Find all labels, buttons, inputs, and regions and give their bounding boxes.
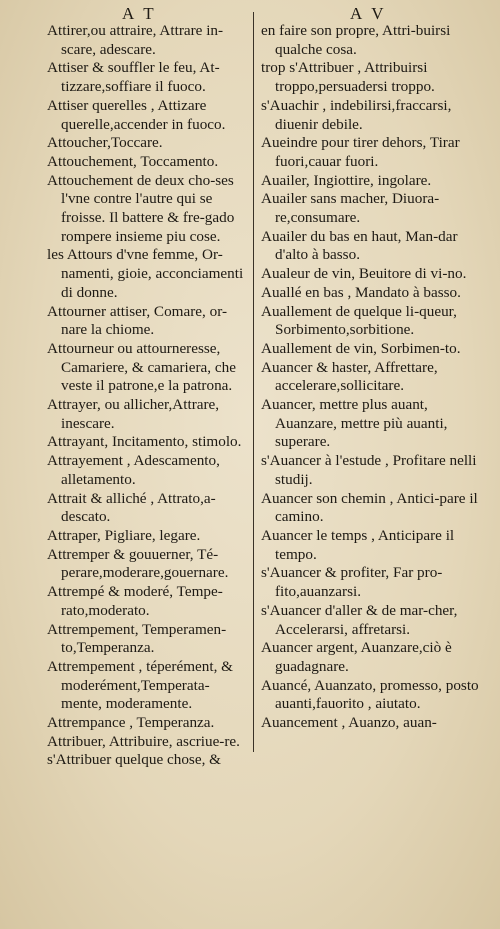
- dictionary-entry: Attirer,ou attraire, Attrare in-scare, adescare.: [47, 22, 224, 58]
- dictionary-entry: Attraper, Pigliare, legare.: [47, 526, 201, 544]
- dictionary-entry: s'Attribuer quelque chose, &: [47, 751, 221, 769]
- dictionary-entry: Auancé, Auanzato, promesso, posto auanti,fauorito , aiutato.: [261, 676, 479, 713]
- dictionary-entry: Attourneur ou attourneresse, Camariere, & camariera, che veste il patrone,e la patrona.: [47, 339, 236, 395]
- dictionary-entry: Auailer du bas en haut, Man-dar d'alto à basso.: [261, 227, 458, 264]
- left-running-head: A T: [122, 4, 157, 23]
- dictionary-entry: s'Auancer & profiter, Far pro-fito,auanzarsi.: [261, 564, 443, 601]
- dictionary-entry: les Attours d'vne femme, Or-namenti, gioie, acconciamenti di donne.: [47, 246, 244, 301]
- dictionary-entry: trop s'Attribuer , Attribuirsi troppo,persuadersi troppo.: [261, 59, 435, 96]
- column-divider: [253, 12, 254, 752]
- dictionary-entry: Auancer le temps , Anticipare il tempo.: [261, 526, 455, 563]
- dictionary-entry: Attrayement , Adescamento, alletamento.: [47, 452, 220, 488]
- dictionary-entry: Auancer & haster, Affrettare, accelerare,sollicitare.: [261, 358, 438, 395]
- dictionary-entry: Auallé en bas , Mandato à basso.: [261, 283, 461, 301]
- dictionary-entry: Attrempement , téperément, & moderément,Temperata-mente, moderamente.: [47, 657, 233, 713]
- dictionary-entry: Attoucher,Toccare.: [47, 134, 163, 152]
- dictionary-entry: s'Auachir , indebilirsi,fraccarsi, diuenir debile.: [261, 96, 452, 133]
- dictionary-entry: Auancer, mettre plus auant, Auanzare, mettre più auanti, superare.: [261, 396, 448, 451]
- dictionary-entry: Attiser & souffler le feu, At-tizzare,soffiare il fuoco.: [47, 59, 220, 96]
- dictionary-entry: Aueindre pour tirer dehors, Tirar fuori,cauar fuori.: [261, 134, 460, 170]
- dictionary-entry: Auallement de quelque li-queur, Sorbimento,sorbitione.: [261, 302, 457, 339]
- dictionary-entry: Attrayant, Incitamento, stimolo.: [47, 433, 242, 451]
- dictionary-entry: Auailer sans macher, Diuora-re,consumare.: [261, 190, 440, 227]
- dictionary-entry: s'Auancer à l'estude , Profitare nelli studij.: [261, 452, 477, 488]
- dictionary-entry: Attrempé & moderé, Tempe-rato,moderato.: [47, 583, 223, 619]
- dictionary-entry: Auancer argent, Auanzare,ciò è guadagnare.: [261, 639, 452, 675]
- left-column: [47, 22, 250, 770]
- dictionary-entry: Attouchement, Toccamento.: [47, 152, 219, 170]
- dictionary-entry: Attiser querelles , Attizare querelle,accender in fuoco.: [47, 96, 226, 133]
- dictionary-entry: Attourner attiser, Comare, or-nare la chiome.: [47, 302, 228, 339]
- dictionary-entry: Attrempance , Temperanza.: [47, 714, 215, 732]
- dictionary-entry: Aualeur de vin, Beuitore di vi-no.: [261, 265, 467, 283]
- dictionary-entry: Attrayer, ou allicher,Attrare, inescare.: [47, 396, 220, 432]
- dictionary-entry: Attouchement de deux cho-ses l'vne contre l'autre qui se froisse. Il battere & fre-gado rompere insieme piu cose.: [47, 171, 235, 245]
- dictionary-entry: Attrait & alliché , Attrato,a-descato.: [47, 489, 216, 526]
- dictionary-entry: Auailer, Ingiottire, ingolare.: [261, 171, 432, 189]
- dictionary-entry: s'Auancer d'aller & de mar-cher, Accelerarsi, affretarsi.: [261, 601, 458, 638]
- dictionary-entry: Auallement de vin, Sorbimen-to.: [261, 339, 461, 357]
- right-running-head: A V: [350, 4, 387, 23]
- dictionary-entry: Attremper & gouuerner, Té-perare,moderare,gouernare.: [47, 545, 229, 582]
- dictionary-entry: Attrempement, Temperamen-to,Temperanza.: [47, 620, 227, 657]
- dictionary-entry: en faire son propre, Attri-buirsi qualche cosa.: [261, 22, 451, 58]
- dictionary-entry: Auancement , Auanzo, auan-: [261, 714, 437, 732]
- dictionary-entry: Attribuer, Attribuire, ascriue-re.: [47, 732, 240, 750]
- right-column: [261, 22, 491, 733]
- dictionary-entry: Auancer son chemin , Antici-pare il camino.: [261, 489, 478, 526]
